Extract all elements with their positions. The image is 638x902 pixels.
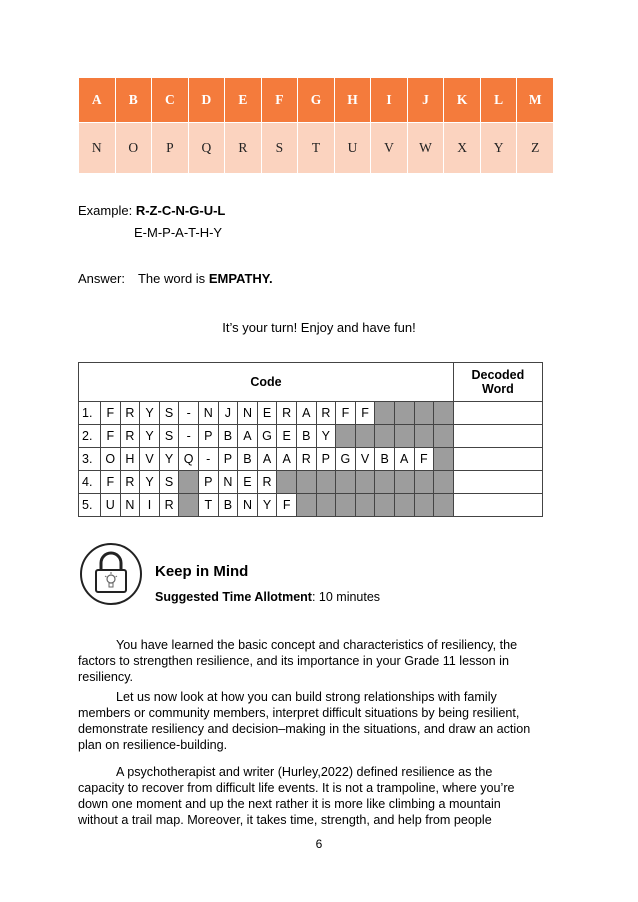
code-cell	[316, 471, 336, 494]
cipher-letter-top: E	[225, 78, 262, 123]
cipher-letter-bottom: P	[152, 123, 189, 174]
cipher-letter-top: A	[79, 78, 116, 123]
code-cell	[296, 494, 316, 517]
code-table	[78, 362, 543, 517]
code-cell	[355, 471, 375, 494]
cipher-letter-bottom: W	[407, 123, 444, 174]
cipher-letter-bottom: T	[298, 123, 335, 174]
code-cell: B	[218, 494, 238, 517]
code-cell: N	[218, 471, 238, 494]
lock-lightbulb-icon	[80, 543, 142, 605]
cipher-row-bottom	[79, 123, 554, 174]
example-line	[78, 203, 225, 218]
code-cell: J	[218, 402, 238, 425]
code-cell: Y	[140, 402, 160, 425]
time-allotment: Suggested Time Allotment: 10 minutes	[155, 590, 381, 604]
code-cell	[394, 425, 414, 448]
code-cell: -	[179, 425, 199, 448]
code-cell: V	[355, 448, 375, 471]
code-cell	[414, 425, 434, 448]
code-cell: P	[198, 471, 218, 494]
code-cell	[414, 402, 434, 425]
code-cell: I	[140, 494, 160, 517]
code-cell: Y	[159, 448, 179, 471]
code-cell	[414, 471, 434, 494]
code-cell	[414, 494, 434, 517]
code-cell	[277, 471, 297, 494]
code-cell	[179, 471, 199, 494]
cipher-letter-top: B	[115, 78, 152, 123]
code-cell: R	[120, 402, 140, 425]
code-cell: R	[120, 471, 140, 494]
row-number: 5.	[79, 494, 101, 517]
code-row	[79, 494, 543, 517]
cipher-letter-bottom: Q	[188, 123, 225, 174]
code-cell	[355, 425, 375, 448]
code-cell: G	[257, 425, 277, 448]
cipher-letter-bottom: X	[444, 123, 481, 174]
decoded-word-input[interactable]	[453, 471, 542, 494]
code-cell: F	[101, 471, 121, 494]
header-code: Code	[79, 363, 454, 402]
cipher-letter-top: I	[371, 78, 408, 123]
code-cell	[336, 425, 356, 448]
code-cell	[375, 471, 395, 494]
code-row	[79, 402, 543, 425]
row-number: 1.	[79, 402, 101, 425]
code-cell	[434, 494, 454, 517]
cipher-letter-bottom: S	[261, 123, 298, 174]
cipher-letter-top: K	[444, 78, 481, 123]
decoded-word-input[interactable]	[453, 494, 542, 517]
code-cell: F	[336, 402, 356, 425]
code-cell	[375, 402, 395, 425]
cipher-letter-top: L	[480, 78, 517, 123]
code-cell: H	[120, 448, 140, 471]
decoded-word-input[interactable]	[453, 448, 542, 471]
code-cell: Y	[140, 471, 160, 494]
code-cell: R	[316, 402, 336, 425]
code-cell: F	[277, 494, 297, 517]
code-cell: N	[198, 402, 218, 425]
code-cell: R	[296, 448, 316, 471]
row-number: 4.	[79, 471, 101, 494]
code-cell: U	[101, 494, 121, 517]
code-cell: S	[159, 471, 179, 494]
paragraph-1: You have learned the basic concept and characteristics of resiliency, the factors to strengthen resilience, and its importance in your Grade 11 lesson in resiliency.	[78, 638, 518, 684]
cipher-letter-bottom: O	[115, 123, 152, 174]
code-cell: P	[316, 448, 336, 471]
code-cell: N	[238, 494, 258, 517]
turn-text: It’s your turn! Enjoy and have fun!	[222, 320, 416, 335]
code-cell: A	[296, 402, 316, 425]
code-cell: B	[375, 448, 395, 471]
cipher-letter-bottom: Z	[517, 123, 554, 174]
cipher-letter-top: J	[407, 78, 444, 123]
code-cell: S	[159, 425, 179, 448]
code-table-header	[79, 363, 543, 402]
code-cell: E	[257, 402, 277, 425]
code-cell: F	[101, 425, 121, 448]
code-cell: V	[140, 448, 160, 471]
code-cell	[336, 471, 356, 494]
code-cell: R	[277, 402, 297, 425]
code-cell: N	[120, 494, 140, 517]
code-cell: N	[238, 402, 258, 425]
code-cell: A	[238, 425, 258, 448]
cipher-letter-bottom: R	[225, 123, 262, 174]
code-cell: Y	[257, 494, 277, 517]
code-cell: O	[101, 448, 121, 471]
code-cell: Q	[179, 448, 199, 471]
code-cell: -	[198, 448, 218, 471]
code-cell	[434, 402, 454, 425]
header-decoded-word: Decoded Word	[453, 363, 542, 402]
code-cell: A	[277, 448, 297, 471]
example-decoded: E-M-P-A-T-H-Y	[134, 225, 223, 240]
code-cell	[394, 494, 414, 517]
code-cell	[375, 494, 395, 517]
code-cell	[375, 425, 395, 448]
code-cell: Y	[316, 425, 336, 448]
code-cell: R	[159, 494, 179, 517]
code-cell: T	[198, 494, 218, 517]
answer-line	[78, 271, 273, 286]
example-code: R-Z-C-N-G-U-L	[135, 203, 226, 218]
code-cell	[394, 402, 414, 425]
code-row	[79, 448, 543, 471]
code-cell	[394, 471, 414, 494]
row-number: 3.	[79, 448, 101, 471]
code-row	[79, 425, 543, 448]
answer-label: Answer:	[78, 271, 125, 286]
code-cell: G	[336, 448, 356, 471]
code-cell: F	[414, 448, 434, 471]
code-cell	[434, 448, 454, 471]
cipher-letter-top: F	[261, 78, 298, 123]
paragraph-3: A psychotherapist and writer (Hurley,2022) defined resilience as the capacity to recover from difficult life events. It is not a trampoline, where you’re down one moment and up the next rather it is more like climbing a mountain without a trail map. Moreover, it takes time, strength, and help from people	[78, 765, 515, 827]
code-cell: A	[394, 448, 414, 471]
code-cell	[355, 494, 375, 517]
code-cell	[434, 425, 454, 448]
code-cell: P	[218, 448, 238, 471]
page-number: 6	[315, 837, 323, 851]
row-number: 2.	[79, 425, 101, 448]
cipher-letter-bottom: V	[371, 123, 408, 174]
code-cell: F	[355, 402, 375, 425]
cipher-letter-top: D	[188, 78, 225, 123]
paragraph-2: Let us now look at how you can build strong relationships with family members or community members, interpret difficult situations by being resilient, demonstrate resiliency and decision–making in the situations, and draw an action plan on resilience-building.	[78, 690, 531, 752]
decoded-word-input[interactable]	[453, 402, 542, 425]
code-cell: S	[159, 402, 179, 425]
code-cell	[316, 494, 336, 517]
code-cell: F	[101, 402, 121, 425]
cipher-letter-top: H	[334, 78, 371, 123]
code-cell	[336, 494, 356, 517]
cipher-letter-top: C	[152, 78, 189, 123]
code-row	[79, 471, 543, 494]
cipher-letter-top: G	[298, 78, 335, 123]
code-cell: E	[238, 471, 258, 494]
code-cell: A	[257, 448, 277, 471]
cipher-letter-bottom: Y	[480, 123, 517, 174]
code-cell	[296, 471, 316, 494]
code-cell: B	[238, 448, 258, 471]
code-cell: P	[198, 425, 218, 448]
decoded-word-input[interactable]	[453, 425, 542, 448]
code-cell	[179, 494, 199, 517]
answer-prefix: The word is	[137, 271, 206, 286]
code-cell: B	[218, 425, 238, 448]
cipher-letter-top: M	[517, 78, 554, 123]
code-cell: E	[277, 425, 297, 448]
cipher-key-table	[78, 77, 554, 174]
keep-in-mind-title: Keep in Mind	[155, 563, 249, 580]
code-cell: -	[179, 402, 199, 425]
code-cell: R	[257, 471, 277, 494]
code-cell: Y	[140, 425, 160, 448]
code-cell: R	[120, 425, 140, 448]
example-label: Example:	[78, 203, 133, 218]
cipher-letter-bottom: U	[334, 123, 371, 174]
code-cell	[434, 471, 454, 494]
cipher-row-top	[79, 78, 554, 123]
answer-word: EMPATHY.	[208, 271, 273, 286]
cipher-letter-bottom: N	[79, 123, 116, 174]
code-cell: B	[296, 425, 316, 448]
